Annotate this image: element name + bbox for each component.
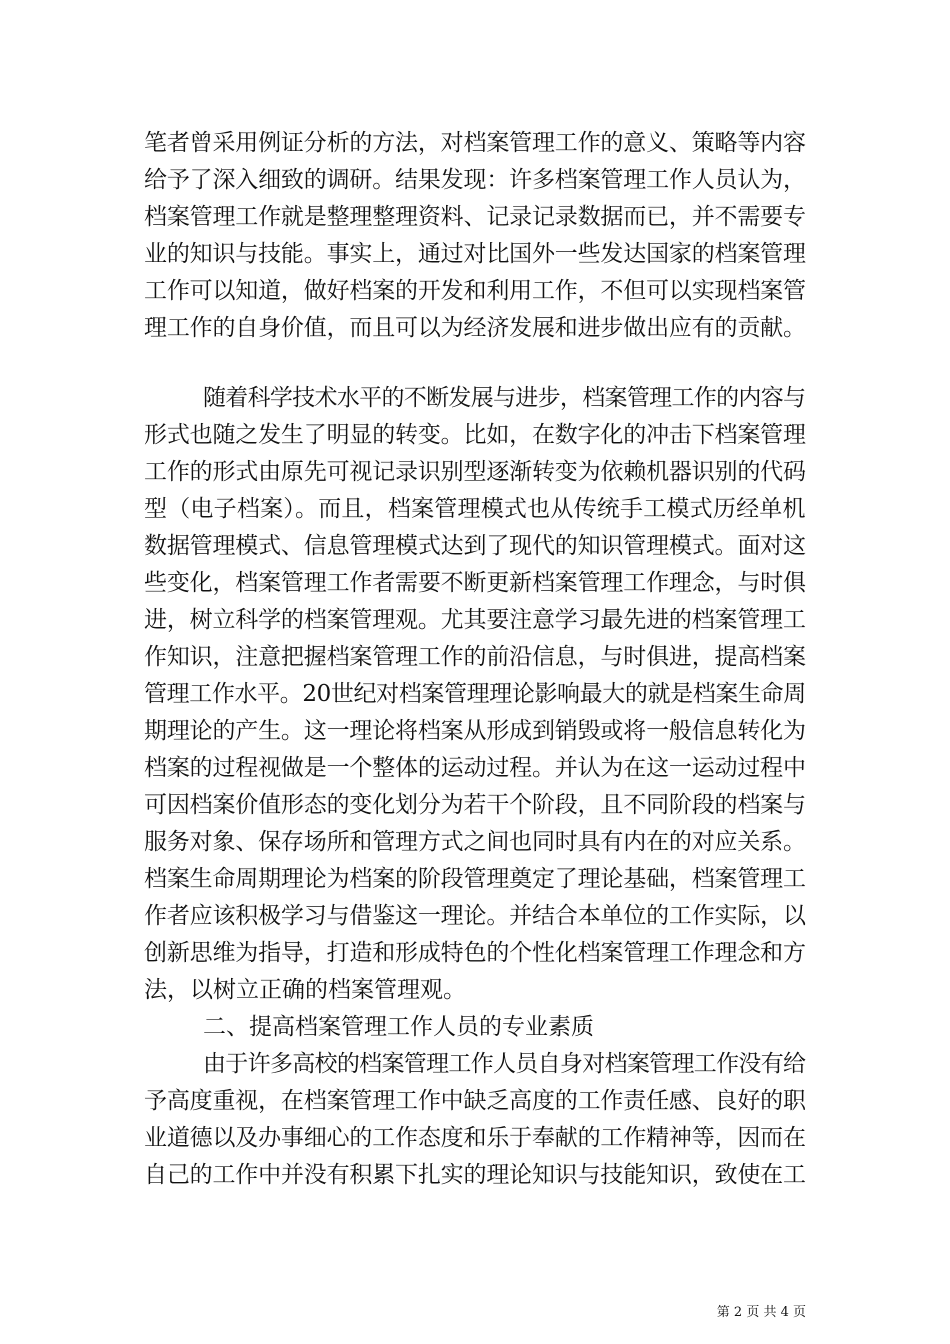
section-heading: 二、提高档案管理工作人员的专业素质	[203, 1014, 594, 1040]
body-line: 自己的工作中并没有积累下扎实的理论知识与技能知识，致使在工	[144, 1162, 806, 1188]
body-line: 理工作的自身价值，而且可以为经济发展和进步做出应有的贡献。	[144, 315, 806, 341]
body-line: 作知识，注意把握档案管理工作的前沿信息，与时俱进，提高档案	[144, 644, 806, 670]
body-line: 创新思维为指导，打造和形成特色的个性化档案管理工作理念和方	[144, 940, 806, 966]
body-line: 笔者曾采用例证分析的方法，对档案管理工作的意义、策略等内容	[144, 130, 806, 156]
body-line: 型（电子档案）。而且，档案管理模式也从传统手工模式历经单机	[144, 496, 806, 522]
body-line: 工作的形式由原先可视记录识别型逐渐转变为依赖机器识别的代码	[144, 459, 806, 485]
body-line: 档案的过程视做是一个整体的运动过程。并认为在这一运动过程中	[144, 755, 806, 781]
body-line: 业道德以及办事细心的工作态度和乐于奉献的工作精神等，因而在	[144, 1125, 806, 1151]
body-line: 服务对象、保存场所和管理方式之间也同时具有内在的对应关系。	[144, 829, 806, 855]
body-line: 随着科学技术水平的不断发展与进步，档案管理工作的内容与	[203, 385, 806, 411]
body-line: 档案生命周期理论为档案的阶段管理奠定了理论基础，档案管理工	[144, 866, 806, 892]
body-line: 些变化，档案管理工作者需要不断更新档案管理工作理念，与时俱	[144, 570, 806, 596]
body-line: 期理论的产生。这一理论将档案从形成到销毁或将一般信息转化为	[144, 718, 806, 744]
body-line: 可因档案价值形态的变化划分为若干个阶段，且不同阶段的档案与	[144, 792, 806, 818]
body-line: 给予了深入细致的调研。结果发现：许多档案管理工作人员认为，	[144, 167, 806, 193]
body-line: 业的知识与技能。事实上，通过对比国外一些发达国家的档案管理	[144, 241, 806, 267]
body-line: 作者应该积极学习与借鉴这一理论。并结合本单位的工作实际，以	[144, 903, 806, 929]
body-line: 形式也随之发生了明显的转变。比如，在数字化的冲击下档案管理	[144, 422, 806, 448]
body-line: 予高度重视，在档案管理工作中缺乏高度的工作责任感、良好的职	[144, 1088, 806, 1114]
body-line: 数据管理模式、信息管理模式达到了现代的知识管理模式。面对这	[144, 533, 806, 559]
body-line: 工作可以知道，做好档案的开发和利用工作，不但可以实现档案管	[144, 278, 806, 304]
body-line: 管理工作水平。20世纪对档案管理理论影响最大的就是档案生命周	[144, 681, 806, 707]
page-number: 第 2 页 共 4 页	[716, 1305, 806, 1320]
body-line: 档案管理工作就是整理整理资料、记录记录数据而已，并不需要专	[144, 204, 806, 230]
body-line: 进，树立科学的档案管理观。尤其要注意学习最先进的档案管理工	[144, 607, 806, 633]
body-line: 由于许多高校的档案管理工作人员自身对档案管理工作没有给	[203, 1051, 806, 1077]
body-line: 法，以树立正确的档案管理观。	[144, 977, 466, 1003]
